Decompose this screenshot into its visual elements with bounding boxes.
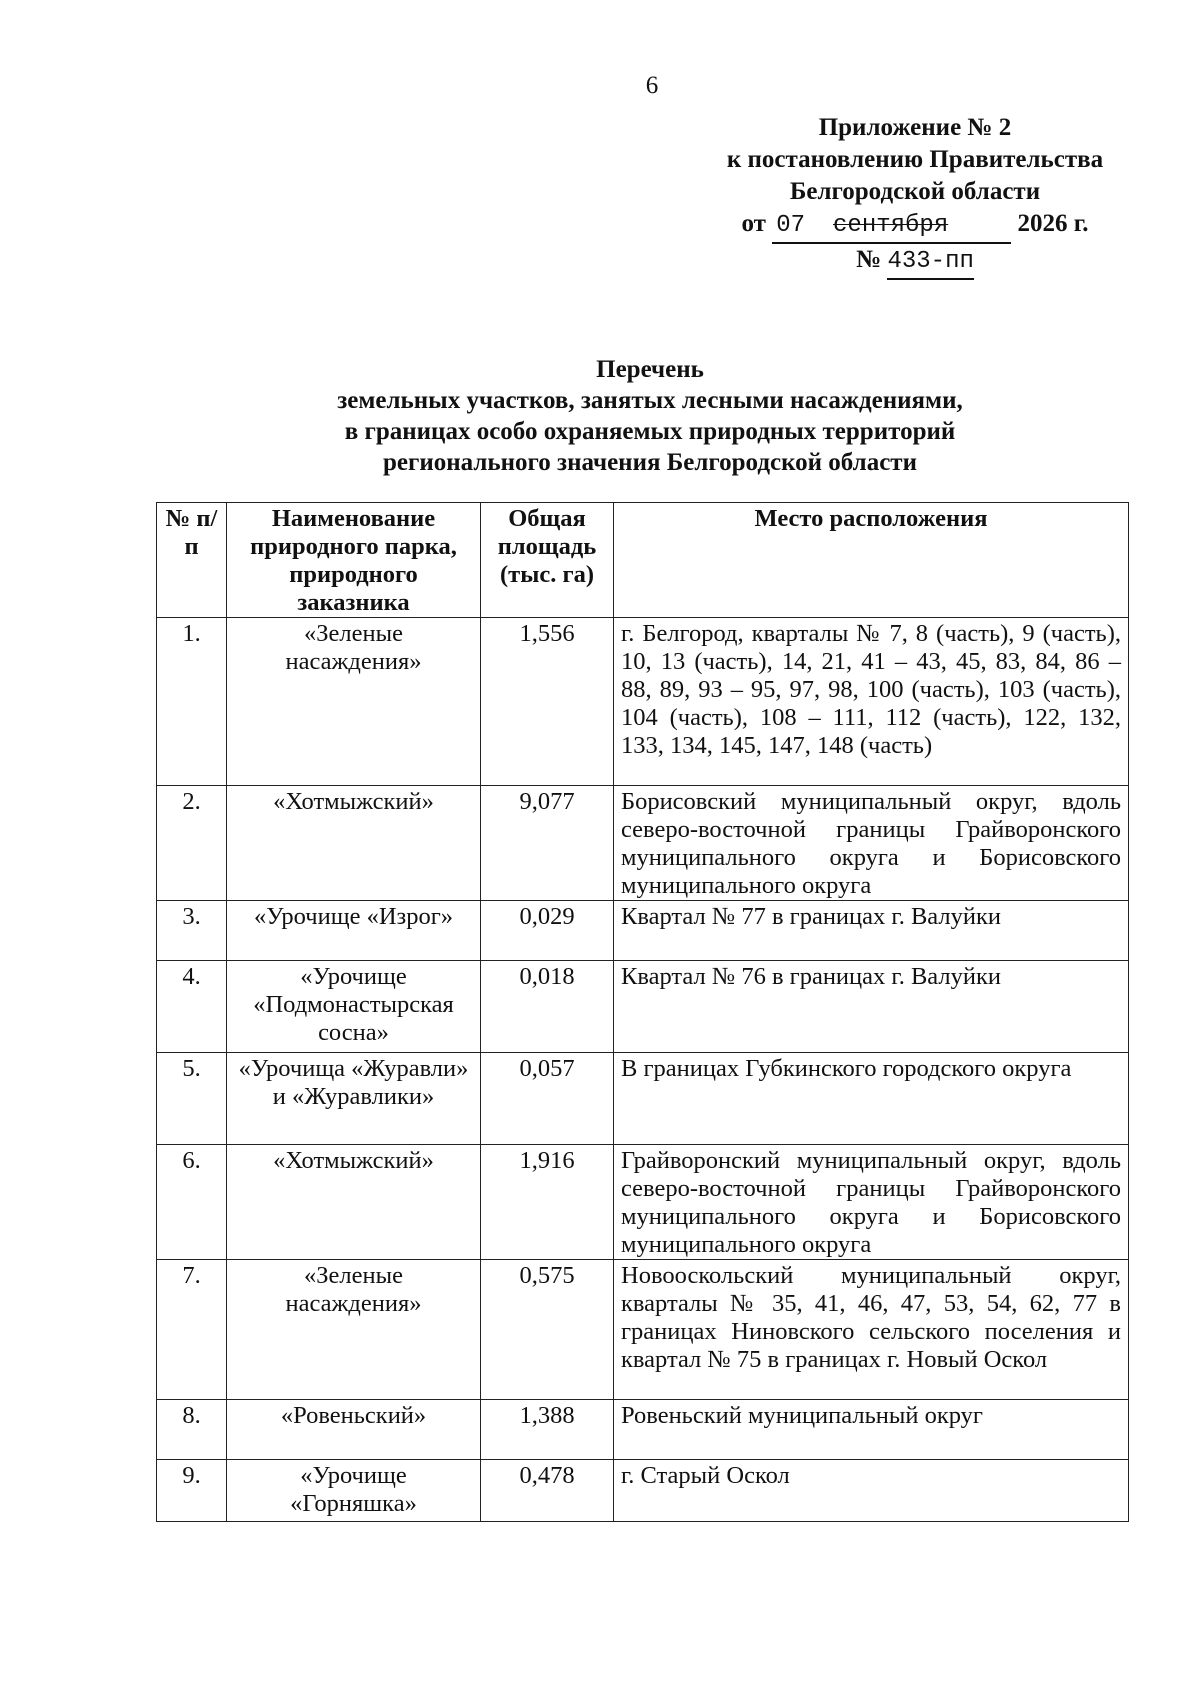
row-name: «Хотмыжский» xyxy=(227,786,481,901)
appendix-header xyxy=(700,112,1130,280)
title-line-3: в границах особо охраняемых природных территорий xyxy=(344,418,956,445)
date-month: сентября xyxy=(833,212,949,239)
row-area: 0,018 xyxy=(481,961,614,1053)
row-location: г. Старый Оскол xyxy=(614,1460,1129,1522)
header-num: № п/п xyxy=(157,503,227,618)
row-location: В границах Губкинского городского округа xyxy=(614,1053,1129,1145)
row-location: Борисовский муниципальный округ, вдоль северо-восточной границы Грайворонского муниципального округа и Борисовского муниципального округа xyxy=(614,786,1129,901)
row-name: «Урочища «Журавли» и «Журавлики» xyxy=(227,1053,481,1145)
date-day: 07 xyxy=(776,212,806,239)
land-plots-table xyxy=(156,502,1129,1522)
title-line-1: Перечень xyxy=(596,356,704,383)
row-num: 4. xyxy=(157,961,227,1053)
row-num: 9. xyxy=(157,1460,227,1522)
row-location: г. Белгород, кварталы № 7, 8 (часть), 9 (часть), 10, 13 (часть), 14, 21, 41 – 43, 45, 83, 84, 86 – 88, 89, 93 – 95, 97, 98, 100 (часть), 103 (часть), 104 (часть), 108 – 111, 112 (часть), 122, 132, 133, 134, 145, 147, 148 (часть) xyxy=(614,618,1129,786)
header-name: Наименование природного парка, природного заказника xyxy=(227,503,481,618)
row-num: 1. xyxy=(157,618,227,786)
row-name: «Урочище «Изрог» xyxy=(227,901,481,961)
document-title xyxy=(150,354,1150,478)
table-row xyxy=(157,901,1129,961)
row-area: 1,556 xyxy=(481,618,614,786)
row-area: 0,575 xyxy=(481,1260,614,1400)
table-header-row xyxy=(157,503,1129,618)
date-year: 2026 г. xyxy=(1017,210,1089,237)
appendix-line-1: Приложение № 2 xyxy=(818,114,1012,141)
title-line-2: земельных участков, занятых лесными насаждениями, xyxy=(337,387,963,414)
table-row xyxy=(157,786,1129,901)
table-row xyxy=(157,961,1129,1053)
row-area: 0,478 xyxy=(481,1460,614,1522)
row-name: «Хотмыжский» xyxy=(227,1145,481,1260)
row-location: Квартал № 76 в границах г. Валуйки xyxy=(614,961,1129,1053)
number-value: 433-пп xyxy=(887,246,973,280)
date-prefix: от xyxy=(741,210,766,237)
date-fill-field xyxy=(772,208,1011,244)
table-row xyxy=(157,1053,1129,1145)
page-number: 6 xyxy=(645,72,659,99)
row-area: 1,388 xyxy=(481,1400,614,1460)
row-num: 6. xyxy=(157,1145,227,1260)
row-name: «Зеленые насаждения» xyxy=(227,618,481,786)
number-prefix: № xyxy=(856,246,882,273)
table-row xyxy=(157,618,1129,786)
row-name: «Урочище «Подмонастырская сосна» xyxy=(227,961,481,1053)
table-row xyxy=(157,1400,1129,1460)
row-location: Новооскольский муниципальный округ, кварталы № 35, 41, 46, 47, 53, 54, 62, 77 в границах Ниновского сельского поселения и квартал № 75 в границах г. Новый Оскол xyxy=(614,1260,1129,1400)
header-location: Место расположения xyxy=(614,503,1129,618)
row-num: 5. xyxy=(157,1053,227,1145)
row-num: 7. xyxy=(157,1260,227,1400)
row-name: «Урочище «Горняшка» xyxy=(227,1460,481,1522)
appendix-line-3: Белгородской области xyxy=(789,178,1041,205)
row-num: 3. xyxy=(157,901,227,961)
row-num: 8. xyxy=(157,1400,227,1460)
row-name: «Зеленые насаждения» xyxy=(227,1260,481,1400)
row-name: «Ровеньский» xyxy=(227,1400,481,1460)
table-row xyxy=(157,1460,1129,1522)
row-num: 2. xyxy=(157,786,227,901)
row-area: 1,916 xyxy=(481,1145,614,1260)
header-area: Общая площадь (тыс. га) xyxy=(481,503,614,618)
table-row xyxy=(157,1145,1129,1260)
resolution-date xyxy=(700,208,1130,244)
appendix-line-2: к постановлению Правительства xyxy=(726,146,1104,173)
row-area: 9,077 xyxy=(481,786,614,901)
title-line-4: регионального значения Белгородской области xyxy=(383,449,917,476)
row-location: Грайворонский муниципальный округ, вдоль северо-восточной границы Грайворонского муниципального округа и Борисовского муниципального округа xyxy=(614,1145,1129,1260)
row-area: 0,029 xyxy=(481,901,614,961)
resolution-number xyxy=(700,244,1130,280)
row-area: 0,057 xyxy=(481,1053,614,1145)
row-location: Квартал № 77 в границах г. Валуйки xyxy=(614,901,1129,961)
row-location: Ровеньский муниципальный округ xyxy=(614,1400,1129,1460)
table-row xyxy=(157,1260,1129,1400)
